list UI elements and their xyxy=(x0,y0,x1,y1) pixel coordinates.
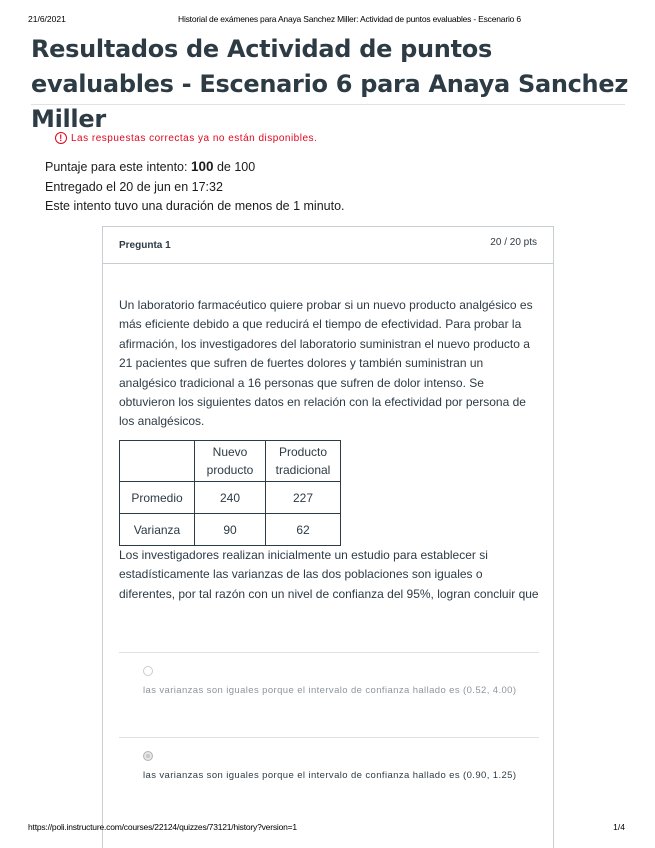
table-cell: 240 xyxy=(195,482,266,514)
warning-circle-icon: ! xyxy=(55,132,67,144)
score-label: Puntaje para este intento: xyxy=(45,160,188,174)
attempt-score xyxy=(45,157,345,178)
print-document-title: Historial de exámenes para Anaya Sanchez Miller: Actividad de puntos evaluables - Escenario 6 xyxy=(178,14,521,24)
notice-text: Las respuestas correctas ya no están disponibles. xyxy=(71,132,318,144)
submitted-date: Entregado el 20 de jun en 17:32 xyxy=(45,179,223,194)
table-row xyxy=(120,482,341,514)
answer-divider xyxy=(119,652,539,653)
table-cell: 90 xyxy=(195,514,266,546)
table-header-row xyxy=(120,441,341,482)
score-total: de 100 xyxy=(216,160,256,174)
table-header-cell xyxy=(120,441,195,482)
answer-option[interactable] xyxy=(143,666,523,699)
radio-unselected-icon[interactable] xyxy=(143,666,153,676)
score-value: 100 xyxy=(190,159,214,174)
print-footer xyxy=(28,822,625,836)
page-number: 1/4 xyxy=(613,822,625,832)
table-cell: 62 xyxy=(266,514,341,546)
question-name: Pregunta 1 xyxy=(119,240,171,251)
question-text: Un laboratorio farmacéutico quiere probar si un nuevo producto analgésico es más eficiente debido a que reducirá el tiempo de efectividad. Para probar la afirmación, los investigadores del laboratorio suministran el nuevo producto a 21 pacientes que sufren de fuertes dolores y también suministran un analgésico tradicional a 16 personas que sufren de dolor intenso. Se obtuvieron los siguientes datos en relación con la efectividad por persona de los analgésicos. xyxy=(119,298,533,429)
answer-divider xyxy=(119,737,539,738)
table-cell: Varianza xyxy=(120,514,195,546)
table-row xyxy=(120,514,341,546)
answer-text: las varianzas son iguales porque el intervalo de confianza hallado es (0.90, 1.25) xyxy=(143,770,517,781)
title-divider xyxy=(31,104,625,105)
data-table xyxy=(119,440,341,546)
answer-text: las varianzas son iguales porque el intervalo de confianza hallado es (0.52, 4.00) xyxy=(143,685,517,696)
radio-selected-icon[interactable] xyxy=(143,751,153,761)
question-header xyxy=(103,227,553,264)
question-card xyxy=(102,226,554,848)
question-prompt: Los investigadores realizan inicialmente un estudio para establecer si estadísticamente las varianzas de las dos poblaciones son iguales o diferentes, por tal razón con un nivel de confianza del 95%, logran concluir que xyxy=(119,548,539,601)
table-header-cell: Nuevo producto xyxy=(195,441,266,482)
page-title: Resultados de Actividad de puntos evaluables - Escenario 6 para Anaya Sanchez Miller xyxy=(31,35,628,133)
attempt-summary xyxy=(45,157,345,217)
answers-unavailable-notice xyxy=(55,132,317,144)
attempt-duration: Este intento tuvo una duración de menos de 1 minuto. xyxy=(45,199,345,213)
question-points: 20 / 20 pts xyxy=(490,237,537,248)
answer-option-selected[interactable] xyxy=(143,751,523,784)
table-cell: 227 xyxy=(266,482,341,514)
page-url: https://poli.instructure.com/courses/22124/quizzes/73121/history?version=1 xyxy=(28,822,297,832)
table-cell: Promedio xyxy=(120,482,195,514)
table-header-cell: Producto tradicional xyxy=(266,441,341,482)
print-header xyxy=(28,14,625,28)
print-date: 21/6/2021 xyxy=(28,14,66,24)
